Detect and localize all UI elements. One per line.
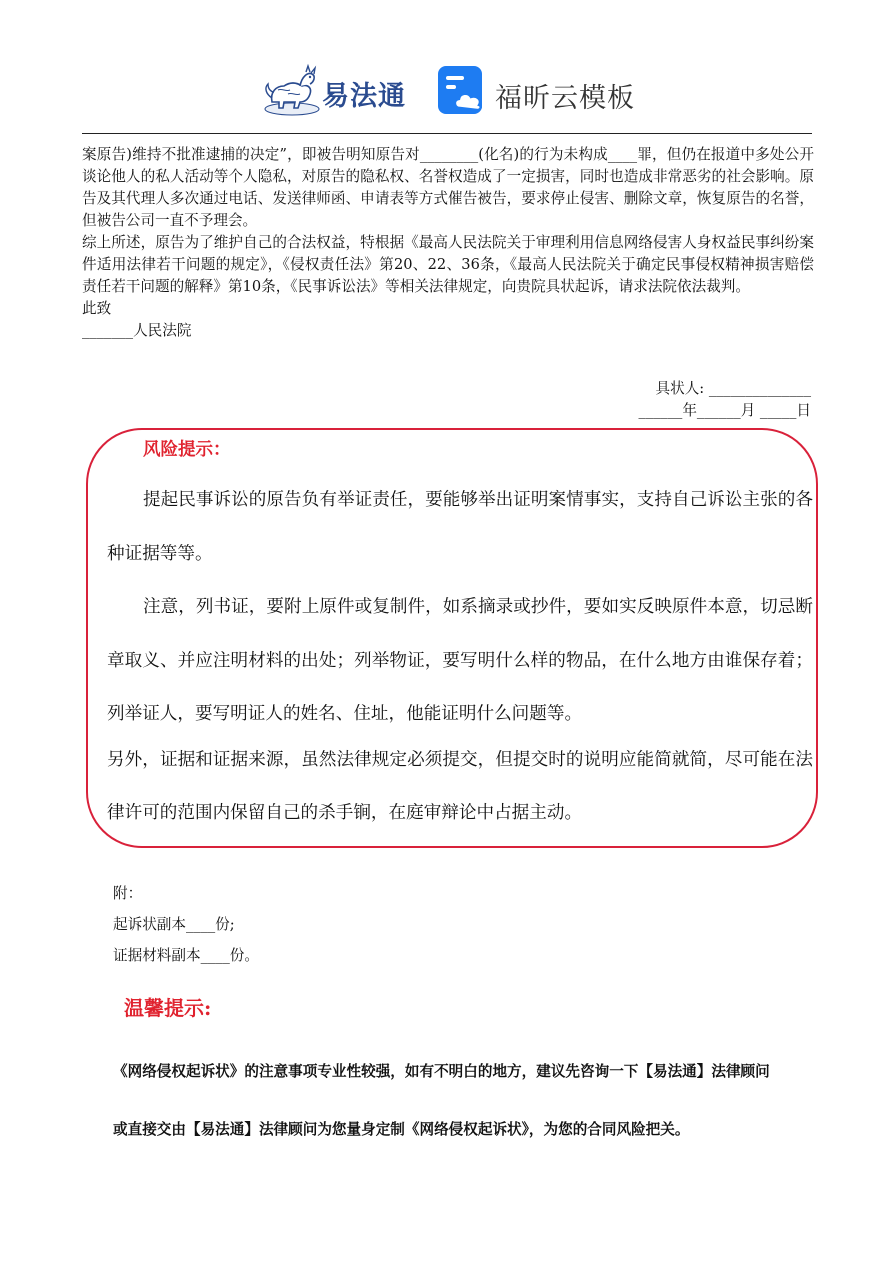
warm-tip-text xyxy=(113,1043,815,1159)
attachment-item: 证据材料副本____份。 xyxy=(113,947,259,964)
warm-tip-line: 或直接交由【易法通】法律顾问为您量身定制《网络侵权起诉状》，为您的合同风险把关。 xyxy=(113,1121,690,1138)
warm-tip-title: 温馨提示: xyxy=(124,996,212,1020)
header-divider xyxy=(82,133,812,134)
attachments-list xyxy=(113,878,259,971)
page-header xyxy=(0,58,893,124)
qilin-mascot-icon xyxy=(262,62,320,118)
risk-notice-title: 风险提示： xyxy=(143,440,231,460)
yifatong-wordmark: 易法通 xyxy=(322,81,406,112)
foxit-template-wordmark: 福昕云模板 xyxy=(495,83,635,114)
complaint-body xyxy=(82,144,814,342)
yifatong-logo xyxy=(262,62,412,118)
risk-notice-text xyxy=(107,474,813,841)
risk-paragraph-strategy: 另外，证据和证据来源，虽然法律规定必须提交，但提交时的说明应能简就简，尽可能在法律许可的范围内保留自己的杀手锏，在庭审辩论中占据主动。 xyxy=(107,749,813,823)
date-line: ______年______月 _____日 xyxy=(638,402,811,419)
legal-basis-paragraph: 综上所述，原告为了维护自己的合法权益，特根据《最高人民法院关于审理利用信息网络侵害人身权益民事纠纷案件适用法律若干问题的规定》，《侵权责任法》第20、22、36条，《最高人民法院关于确定民事侵权精神损害赔偿责任若干问题的解释》第10条，《民事诉讼法》等相关法律规定，向贵院具状起诉，请求法院依法裁判。 xyxy=(82,234,814,295)
court-name: _______人民法院 xyxy=(82,322,192,339)
warm-tip-line: 《网络侵权起诉状》的注意事项专业性较强，如有不明白的地方，建议先咨询一下【易法通】法律顾问 xyxy=(113,1063,770,1080)
attachment-item: 起诉状副本____份; xyxy=(113,916,235,933)
attachments-label: 附： xyxy=(113,885,143,902)
salutation: 此致 xyxy=(82,300,112,317)
facts-paragraph: 案原告)维持不批准逮捕的决定”，即被告明知原告对________(化名)的行为未构成____罪，但仍在报道中多处公开谈论他人的私人活动等个人隐私，对原告的隐私权、名誉权造成了一定损害，同时也造成非常恶劣的社会影响。原告及其代理人多次通过电话、发送律师函、申请表等方式催告被告，要求停止侵害、删除文章，恢复原告的名誉，但被告公司一直不予理会。 xyxy=(82,146,814,229)
signer-line: 具状人: ______________ xyxy=(655,380,811,397)
risk-paragraph-evidence: 注意，列书证，要附上原件或复制件，如系摘录或抄件，要如实反映原件本意，切忌断章取义、并应注明材料的出处；列举物证，要写明什么样的物品，在什么地方由谁保存着；列举证人，要写明证人的姓名、住址，他能证明什么问题等。 xyxy=(107,597,813,724)
cloud-document-icon xyxy=(436,64,488,116)
risk-paragraph-burden: 提起民事诉讼的原告负有举证责任，要能够举出证明案情事实，支持自己诉讼主张的各种证据等等。 xyxy=(107,490,813,564)
foxit-template-logo xyxy=(436,64,636,118)
